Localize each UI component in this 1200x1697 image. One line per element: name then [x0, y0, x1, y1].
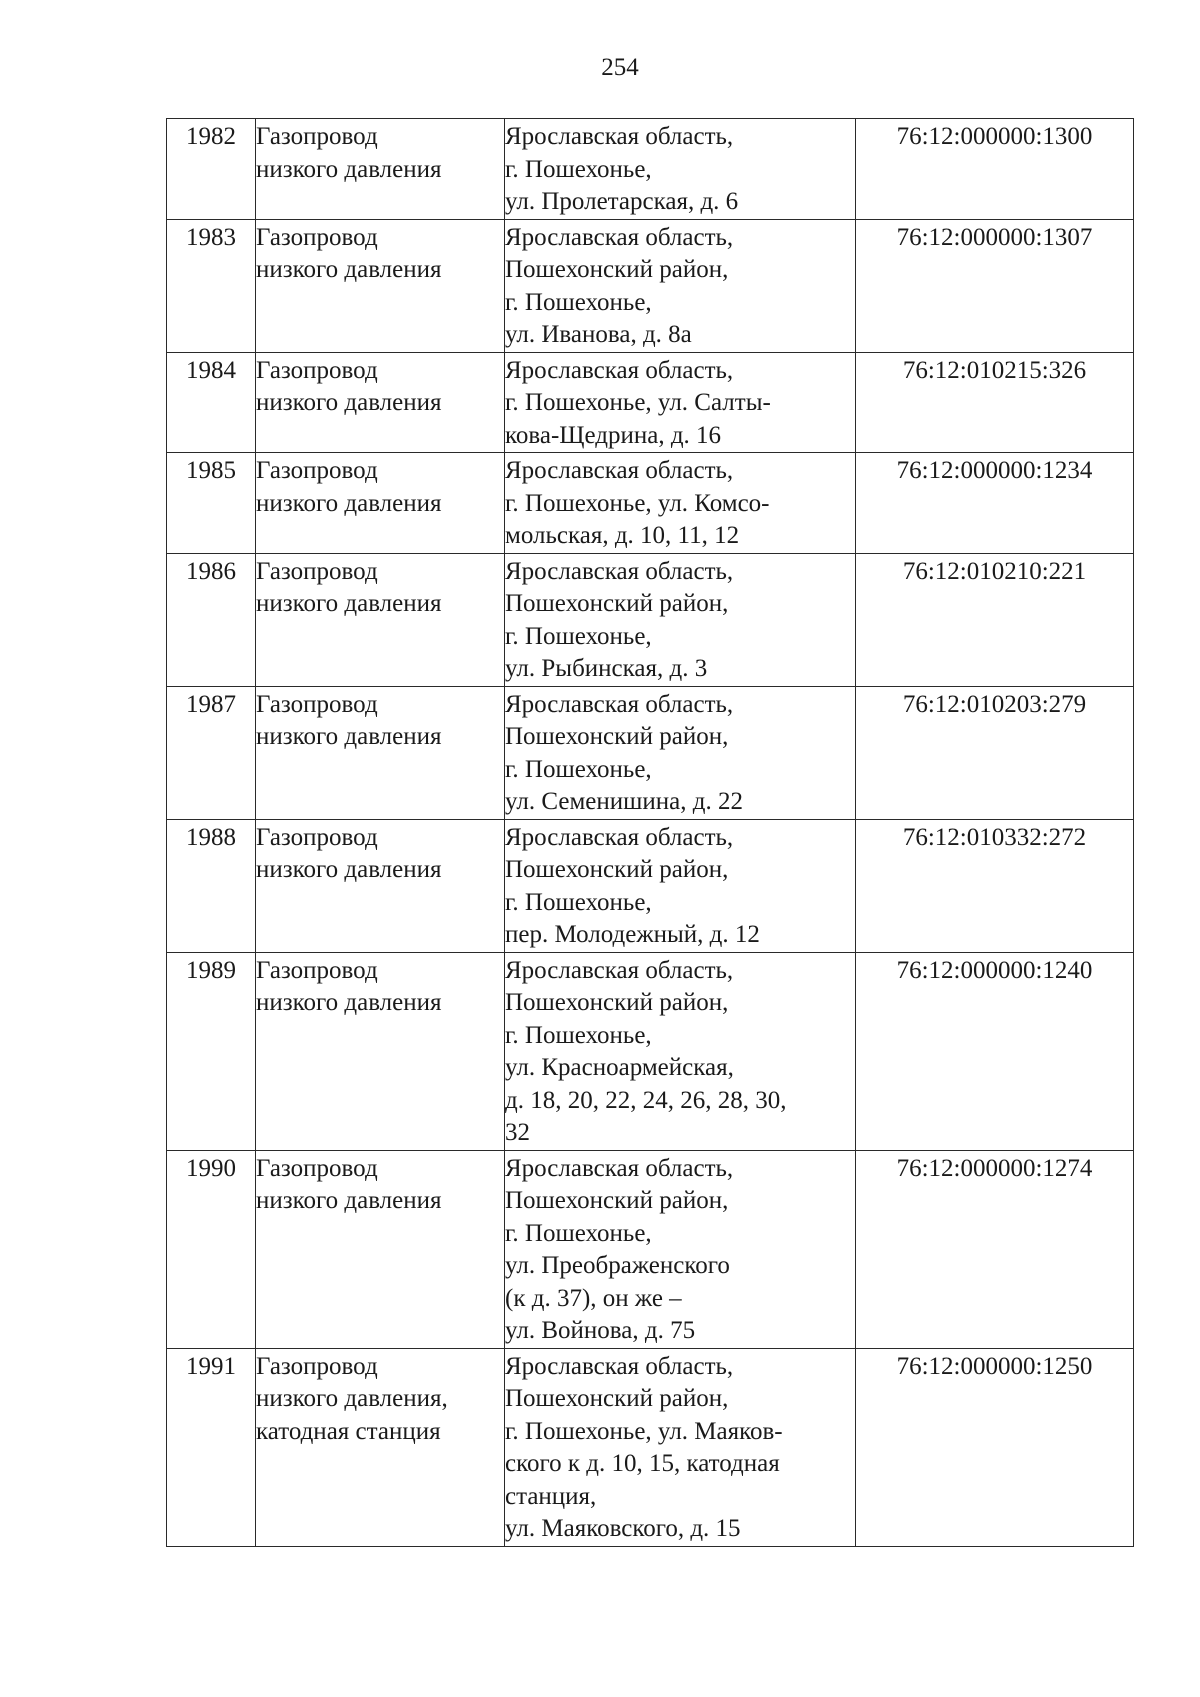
address-cell [505, 819, 856, 952]
address-line: Ярославская область, [505, 690, 734, 718]
address-line: г. Пошехонье, [505, 755, 652, 783]
object-name-line: катодная станция [256, 1417, 441, 1445]
object-name-line: Газопровод [256, 457, 378, 484]
row-number: 1985 [167, 453, 256, 554]
object-name-cell [256, 352, 505, 453]
address-line: г. Пошехонье, [505, 155, 652, 183]
table-row [167, 553, 1134, 686]
address-line: ул. Преображенского [505, 1252, 730, 1279]
address-cell [505, 952, 856, 1150]
table-row [167, 1150, 1134, 1348]
address-cell [505, 1348, 856, 1546]
address-line: ул. Рыбинская, д. 3 [505, 655, 708, 682]
address-cell [505, 119, 856, 220]
address-line: Пошехонский район, [505, 1187, 729, 1214]
address-line: ул. Семенишина, д. 22 [505, 788, 743, 815]
address-cell [505, 453, 856, 554]
address-line: ул. Пролетарская, д. 6 [505, 188, 739, 215]
address-cell [505, 686, 856, 819]
object-name-line: низкого давления [256, 723, 442, 750]
object-name-line: низкого давления [256, 155, 442, 183]
object-name-cell [256, 952, 505, 1150]
page-number: 254 [601, 54, 639, 81]
object-name-line: низкого давления, [256, 1385, 448, 1412]
table-row [167, 819, 1134, 952]
address-cell [505, 219, 856, 352]
cadastral-number: 76:12:000000:1250 [856, 1348, 1134, 1546]
object-name-cell [256, 1150, 505, 1348]
row-number: 1983 [167, 219, 256, 352]
registry-table-body [167, 119, 1134, 1547]
address-line: Пошехонский район, [505, 989, 729, 1016]
address-line: Ярославская область, [505, 457, 734, 484]
address-line: мольская, д. 10, 11, 12 [505, 522, 740, 549]
table-row [167, 352, 1134, 453]
address-line: г. Пошехонье, ул. Маяков- [505, 1417, 783, 1445]
object-name-line: низкого давления [256, 856, 442, 883]
object-name-line: Газопровод [256, 557, 378, 585]
object-name-line: Газопровод [256, 1352, 378, 1380]
row-number: 1987 [167, 686, 256, 819]
address-line: 32 [505, 1119, 530, 1146]
address-line: Ярославская область, [505, 1154, 734, 1182]
cadastral-number: 76:12:000000:1274 [856, 1150, 1134, 1348]
address-line: пер. Молодежный, д. 12 [505, 921, 760, 948]
object-name-line: низкого давления [256, 989, 442, 1016]
row-number: 1984 [167, 352, 256, 453]
object-name-line: низкого давления [256, 590, 442, 617]
address-line: д. 18, 20, 22, 24, 26, 28, 30, [505, 1086, 787, 1114]
cadastral-number: 76:12:000000:1300 [856, 119, 1134, 220]
object-name-line: Газопровод [256, 690, 378, 718]
address-line: г. Пошехонье, [505, 888, 652, 916]
address-line: г. Пошехонье, [505, 622, 652, 650]
address-line: Ярославская область, [505, 356, 734, 384]
table-row [167, 119, 1134, 220]
address-line: Ярославская область, [505, 557, 734, 585]
object-name-cell [256, 553, 505, 686]
address-line: ул. Красноармейская, [505, 1054, 734, 1081]
row-number: 1988 [167, 819, 256, 952]
address-line: г. Пошехонье, ул. Комсо- [505, 489, 770, 517]
object-name-line: Газопровод [256, 823, 378, 851]
address-line: (к д. 37), он же – [505, 1284, 682, 1312]
object-name-line: Газопровод [256, 956, 378, 984]
table-row [167, 952, 1134, 1150]
object-name-cell [256, 119, 505, 220]
address-line: г. Пошехонье, ул. Салты- [505, 389, 771, 416]
address-line: г. Пошехонье, [505, 1219, 652, 1247]
object-name-cell [256, 219, 505, 352]
address-line: Пошехонский район, [505, 256, 729, 283]
row-number: 1986 [167, 553, 256, 686]
address-line: Ярославская область, [505, 123, 734, 150]
table-row [167, 686, 1134, 819]
cadastral-number: 76:12:000000:1234 [856, 453, 1134, 554]
row-number: 1991 [167, 1348, 256, 1546]
address-line: Ярославская область, [505, 956, 734, 984]
address-cell [505, 352, 856, 453]
row-number: 1982 [167, 119, 256, 220]
cadastral-number: 76:12:010215:326 [856, 352, 1134, 453]
object-name-cell [256, 453, 505, 554]
object-name-cell [256, 819, 505, 952]
address-line: кова-Щедрина, д. 16 [505, 421, 722, 449]
address-line: станция, [505, 1482, 597, 1510]
cadastral-number: 76:12:000000:1240 [856, 952, 1134, 1150]
address-line: г. Пошехонье, [505, 1021, 652, 1049]
table-row [167, 453, 1134, 554]
address-line: Пошехонский район, [505, 590, 729, 617]
address-line: ул. Иванова, д. 8а [505, 321, 692, 348]
registry-table [166, 118, 1134, 1547]
address-line: Пошехонский район, [505, 856, 729, 883]
object-name-line: низкого давления [256, 256, 442, 283]
object-name-line: Газопровод [256, 356, 378, 384]
object-name-line: Газопровод [256, 223, 378, 251]
address-cell [505, 1150, 856, 1348]
cadastral-number: 76:12:010332:272 [856, 819, 1134, 952]
object-name-line: низкого давления [256, 489, 442, 517]
object-name-cell [256, 686, 505, 819]
cadastral-number: 76:12:000000:1307 [856, 219, 1134, 352]
address-line: Ярославская область, [505, 1352, 734, 1380]
address-line: Пошехонский район, [505, 723, 729, 750]
address-line: Ярославская область, [505, 223, 734, 251]
object-name-line: низкого давления [256, 389, 442, 416]
row-number: 1989 [167, 952, 256, 1150]
object-name-line: Газопровод [256, 123, 378, 150]
object-name-cell [256, 1348, 505, 1546]
address-line: ул. Маяковского, д. 15 [505, 1515, 741, 1542]
address-line: г. Пошехонье, [505, 288, 652, 316]
cadastral-number: 76:12:010210:221 [856, 553, 1134, 686]
table-row [167, 1348, 1134, 1546]
address-line: Ярославская область, [505, 823, 734, 851]
object-name-line: низкого давления [256, 1187, 442, 1214]
address-line: ул. Войнова, д. 75 [505, 1317, 696, 1344]
row-number: 1990 [167, 1150, 256, 1348]
address-cell [505, 553, 856, 686]
cadastral-number: 76:12:010203:279 [856, 686, 1134, 819]
object-name-line: Газопровод [256, 1154, 378, 1182]
table-row [167, 219, 1134, 352]
address-line: ского к д. 10, 15, катодная [505, 1450, 780, 1477]
address-line: Пошехонский район, [505, 1385, 729, 1412]
